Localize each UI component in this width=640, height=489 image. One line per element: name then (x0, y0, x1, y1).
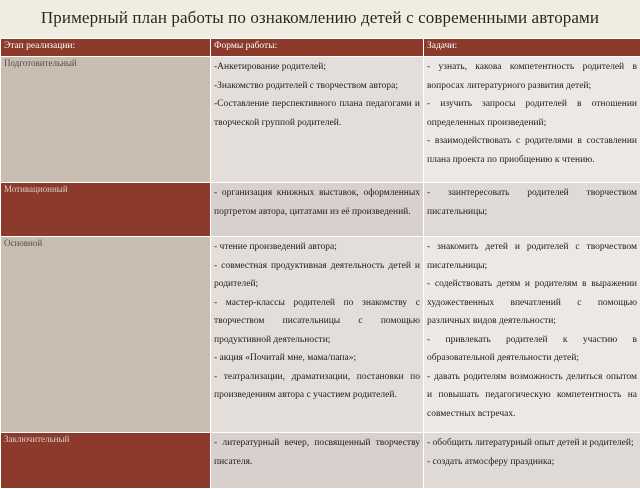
list-item: - чтение произведений автора; (214, 238, 420, 257)
stage-cell: Основной (1, 237, 211, 433)
table-row (1, 433, 640, 489)
list-item: - организация книжных выставок, оформленных портретом автора, цитатами из её произведений. (214, 184, 420, 221)
list-item: - узнать, какова компетентность родителей в вопросах литературного развития детей; (427, 58, 637, 95)
list-item: - изучить запросы родителей в отношении определенных произведений; (427, 95, 637, 132)
list-item: - совместная продуктивная деятельность детей и родителей; (214, 257, 420, 294)
header-stage: Этап реализации: (1, 39, 211, 57)
header-forms: Формы работы: (211, 39, 424, 57)
list-item: -Составление перспективного плана педагогами и творческой группой родителей. (214, 95, 420, 132)
forms-cell (211, 183, 424, 237)
list-item: - создать атмосферу праздника; (427, 453, 637, 472)
tasks-cell (424, 237, 640, 433)
list-item: -Знакомство родителей с творчеством автора; (214, 77, 420, 96)
list-item: - содействовать детям и родителям в выражении художественных впечатлений с помощью различных видов деятельности; (427, 275, 637, 331)
forms-cell (211, 57, 424, 183)
list-item: - взаимодействовать с родителями в составлении плана проекта по приобщению к чтению. (427, 132, 637, 169)
list-item: -Анкетирование родителей; (214, 58, 420, 77)
list-item: - литературный вечер, посвященный творчеству писателя. (214, 434, 420, 471)
list-item: - мастер-классы родителей по знакомству с творчеством писательницы с помощью продуктивной деятельности; (214, 294, 420, 350)
table-row (1, 57, 640, 183)
list-item: - акция «Почитай мне, мама/папа»; (214, 349, 420, 368)
list-item: - театрализации, драматизации, постановки по произведениям автора с участием родителей. (214, 368, 420, 405)
header-tasks: Задачи: (424, 39, 640, 57)
list-item: - обобщить литературный опыт детей и родителей; (427, 434, 637, 453)
forms-cell (211, 433, 424, 489)
plan-table (0, 38, 640, 489)
forms-cell (211, 237, 424, 433)
tasks-cell (424, 57, 640, 183)
list-item: - привлекать родителей к участию в образовательной деятельности детей; (427, 331, 637, 368)
page-title: Примерный план работы по ознакомлению детей с современными авторами (0, 8, 640, 28)
stage-cell: Мотивационный (1, 183, 211, 237)
list-item: - давать родителям возможность делиться опытом и повышать педагогическую компетентность на совместных встречах. (427, 368, 637, 424)
table-header-row (1, 39, 640, 57)
tasks-cell (424, 433, 640, 489)
table-row (1, 237, 640, 433)
list-item: - заинтересовать родителей творчеством писательницы; (427, 184, 637, 221)
list-item: - знакомить детей и родителей с творчеством писательницы; (427, 238, 637, 275)
table-row (1, 183, 640, 237)
tasks-cell (424, 183, 640, 237)
stage-cell: Заключительный (1, 433, 211, 489)
stage-cell: Подготовительный (1, 57, 211, 183)
